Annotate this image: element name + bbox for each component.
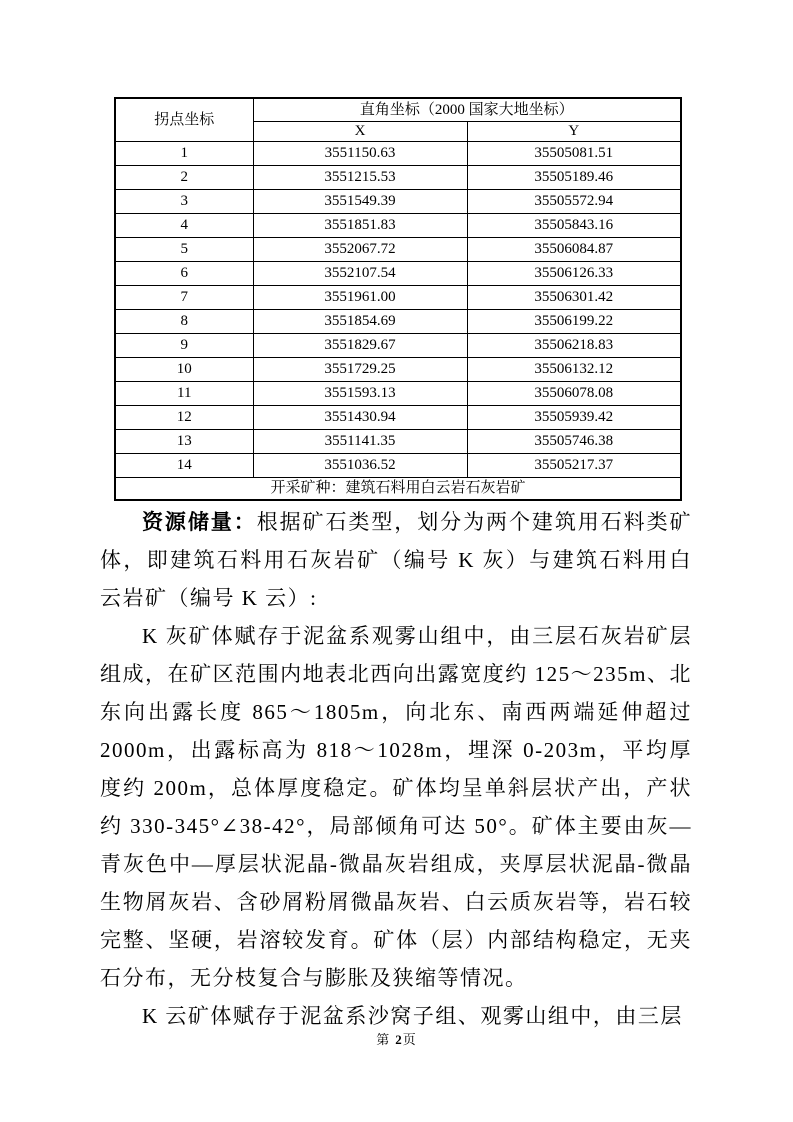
x-value-cell: 3552107.54 (253, 262, 467, 286)
x-value-cell: 3551729.25 (253, 358, 467, 382)
x-value-cell: 3551150.63 (253, 142, 467, 166)
resource-reserves-lead: 资源储量： (142, 510, 257, 534)
point-id-cell: 11 (115, 382, 253, 406)
x-value-cell: 3551430.94 (253, 406, 467, 430)
coordinate-row (115, 214, 681, 238)
y-value-cell: 35505081.51 (467, 142, 681, 166)
coordinate-row (115, 406, 681, 430)
y-value-cell: 35506132.12 (467, 358, 681, 382)
point-id-cell: 6 (115, 262, 253, 286)
coordinate-row (115, 334, 681, 358)
y-value-cell: 35506301.42 (467, 286, 681, 310)
x-value-cell: 3551593.13 (253, 382, 467, 406)
corner-point-header-cell: 拐点坐标 (115, 98, 253, 142)
y-value-cell: 35505217.37 (467, 454, 681, 478)
x-value-cell: 3551829.67 (253, 334, 467, 358)
body-text (100, 503, 692, 1035)
y-value-cell: 35505189.46 (467, 166, 681, 190)
x-value-cell: 3551854.69 (253, 310, 467, 334)
point-id-cell: 13 (115, 430, 253, 454)
paragraph-resource-reserves (100, 503, 692, 617)
coordinate-row (115, 382, 681, 406)
y-value-cell: 35505939.42 (467, 406, 681, 430)
coordinate-row (115, 166, 681, 190)
point-id-cell: 9 (115, 334, 253, 358)
y-value-cell: 35506078.08 (467, 382, 681, 406)
x-value-cell: 3551851.83 (253, 214, 467, 238)
point-id-cell: 3 (115, 190, 253, 214)
x-value-cell: 3551141.35 (253, 430, 467, 454)
page-number (0, 1029, 793, 1048)
x-value-cell: 3551215.53 (253, 166, 467, 190)
point-id-cell: 2 (115, 166, 253, 190)
coordinate-row (115, 142, 681, 166)
point-id-cell: 14 (115, 454, 253, 478)
x-value-cell: 3552067.72 (253, 238, 467, 262)
y-value-cell: 35506199.22 (467, 310, 681, 334)
point-id-cell: 1 (115, 142, 253, 166)
y-value-cell: 35506084.87 (467, 238, 681, 262)
x-value-cell: 3551036.52 (253, 454, 467, 478)
mining-mineral-type-cell: 开采矿种：建筑石料用白云岩石灰岩矿 (115, 478, 681, 501)
y-value-cell: 35506126.33 (467, 262, 681, 286)
coordinate-system-header-cell: 直角坐标（2000 国家大地坐标） (253, 98, 681, 122)
resource-reserves-rest: 根据矿石类型，划分为两个建筑用石料类矿体，即建筑石料用石灰岩矿（编号 K 灰）与建筑石料用白云岩矿（编号 K 云）: (100, 510, 693, 610)
y-value-cell: 35506218.83 (467, 334, 681, 358)
point-id-cell: 7 (115, 286, 253, 310)
page-number-prefix: 第 (376, 1032, 391, 1047)
coordinate-row (115, 262, 681, 286)
y-value-cell: 35505843.16 (467, 214, 681, 238)
point-id-cell: 12 (115, 406, 253, 430)
coordinate-row (115, 238, 681, 262)
x-value-cell: 3551961.00 (253, 286, 467, 310)
coordinate-row (115, 430, 681, 454)
point-id-cell: 4 (115, 214, 253, 238)
coordinate-row (115, 310, 681, 334)
corner-coordinates-table (114, 97, 682, 501)
y-value-cell: 35505572.94 (467, 190, 681, 214)
x-column-header: X (253, 122, 467, 142)
coordinate-row (115, 454, 681, 478)
point-id-cell: 5 (115, 238, 253, 262)
coordinate-row (115, 358, 681, 382)
corner-coordinates-table-wrap (114, 97, 682, 501)
x-value-cell: 3551549.39 (253, 190, 467, 214)
paragraph-k-hui-orebody: K 灰矿体赋存于泥盆系观雾山组中，由三层石灰岩矿层组成，在矿区范围内地表北西向出露宽度约 125～235m、北东向出露长度 865～1805m，向北东、南西两端延伸超过 2000m，出露标高为 818～1028m，埋深 0-203m，平均厚度约 200m，总体厚度稳定。矿体均呈单斜层状产出，产状约 330-345°∠38-42°，局部倾角可达 50°。矿体主要由灰—青灰色中—厚层状泥晶-微晶灰岩组成，夹厚层状泥晶-微晶生物屑灰岩、含砂屑粉屑微晶灰岩、白云质灰岩等，岩石较完整、坚硬，岩溶较发育。矿体（层）内部结构稳定，无夹石分布，无分枝复合与膨胀及狭缩等情况。 (100, 624, 692, 990)
y-value-cell: 35505746.38 (467, 430, 681, 454)
coordinate-row (115, 286, 681, 310)
page-number-value: 2 (395, 1032, 403, 1047)
page-number-suffix: 页 (402, 1032, 417, 1047)
coordinate-row (115, 190, 681, 214)
point-id-cell: 10 (115, 358, 253, 382)
y-column-header: Y (467, 122, 681, 142)
coordinate-rows (115, 142, 681, 478)
point-id-cell: 8 (115, 310, 253, 334)
paragraph-k-yun-orebody: K 云矿体赋存于泥盆系沙窝子组、观雾山组中，由三层 (142, 1004, 683, 1028)
